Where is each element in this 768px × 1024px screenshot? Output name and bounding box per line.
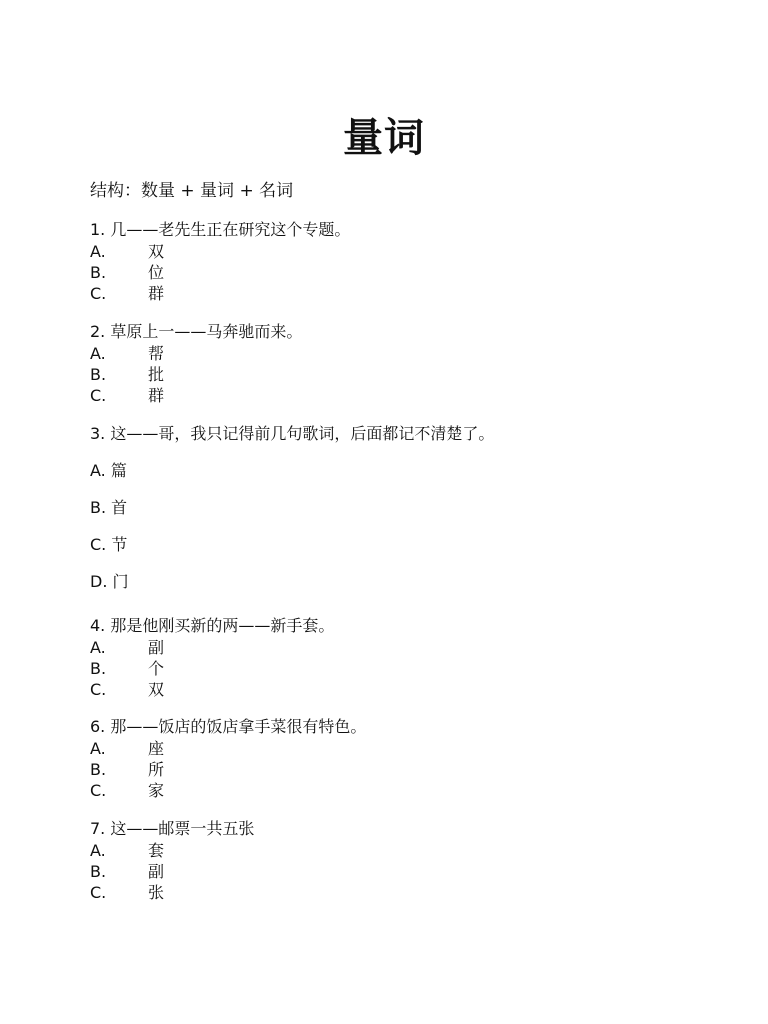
- option-answer: 座: [148, 739, 165, 758]
- question-text: 3. 这——哥，我只记得前几句歌词，后面都记不清楚了。: [90, 424, 495, 443]
- option-b[interactable]: [90, 861, 710, 882]
- option-letter: A.: [90, 841, 106, 860]
- option-letter: C.: [90, 284, 107, 303]
- option-c[interactable]: [90, 385, 710, 406]
- option-b[interactable]: [90, 364, 710, 385]
- option-c[interactable]: C. 节: [90, 535, 128, 554]
- option-letter: B.: [90, 862, 107, 881]
- option-letter: A.: [90, 344, 106, 363]
- question-3: [90, 423, 710, 593]
- option-letter: B.: [90, 263, 107, 282]
- option-letter: B.: [90, 659, 107, 678]
- question-text: 6. 那——饭店的饭店拿手菜很有特色。: [90, 717, 367, 736]
- option-a[interactable]: [90, 241, 710, 262]
- option-b[interactable]: [90, 658, 710, 679]
- option-a[interactable]: [90, 840, 710, 861]
- option-answer: 副: [148, 638, 165, 657]
- question-2: [90, 321, 710, 406]
- option-letter: A.: [90, 739, 106, 758]
- option-answer: 个: [148, 659, 165, 678]
- option-b[interactable]: [90, 759, 710, 780]
- option-answer: 家: [148, 781, 165, 800]
- question-text: 7. 这——邮票一共五张: [90, 819, 255, 838]
- option-c[interactable]: [90, 679, 710, 700]
- option-a[interactable]: [90, 738, 710, 759]
- option-c[interactable]: [90, 780, 710, 801]
- question-7: [90, 818, 710, 903]
- option-letter: A.: [90, 242, 106, 261]
- structure-formula: 结构：数量 + 量词 + 名词: [90, 181, 294, 201]
- option-answer: 帮: [148, 344, 165, 363]
- option-letter: B.: [90, 760, 107, 779]
- question-text: 1. 几——老先生正在研究这个专题。: [90, 220, 351, 239]
- option-answer: 位: [148, 263, 165, 282]
- option-letter: C.: [90, 781, 107, 800]
- question-4: [90, 615, 710, 700]
- option-answer: 副: [148, 862, 165, 881]
- option-letter: C.: [90, 680, 107, 699]
- question-text: 2. 草原上一——马奔驰而来。: [90, 322, 303, 341]
- option-a[interactable]: [90, 343, 710, 364]
- option-b[interactable]: B. 首: [90, 498, 128, 517]
- option-letter: A.: [90, 638, 106, 657]
- option-c[interactable]: [90, 283, 710, 304]
- option-b[interactable]: [90, 262, 710, 283]
- option-answer: 张: [148, 883, 165, 902]
- question-text: 4. 那是他刚买新的两——新手套。: [90, 616, 335, 635]
- option-answer: 套: [148, 841, 165, 860]
- option-letter: B.: [90, 365, 107, 384]
- option-answer: 群: [148, 284, 165, 303]
- option-answer: 批: [148, 365, 165, 384]
- option-d[interactable]: D. 门: [90, 572, 129, 591]
- option-letter: C.: [90, 386, 107, 405]
- option-a[interactable]: A. 篇: [90, 461, 127, 480]
- question-6: [90, 716, 710, 801]
- option-c[interactable]: [90, 882, 710, 903]
- option-answer: 双: [148, 680, 165, 699]
- option-answer: 所: [148, 760, 165, 779]
- page-title: 量词: [343, 115, 425, 161]
- option-a[interactable]: [90, 637, 710, 658]
- option-letter: C.: [90, 883, 107, 902]
- option-answer: 双: [148, 242, 165, 261]
- question-1: [90, 219, 710, 304]
- option-answer: 群: [148, 386, 165, 405]
